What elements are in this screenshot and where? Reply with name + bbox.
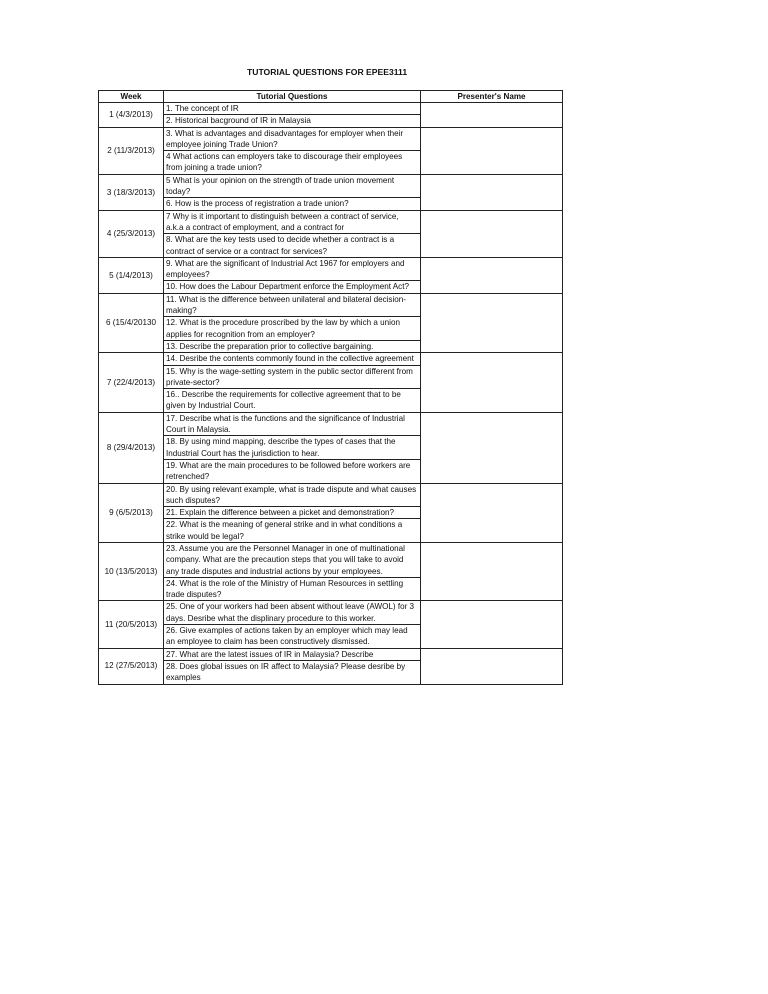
question-cell: 4 What actions can employers take to discourage their employees from joining a trade union?	[164, 151, 421, 175]
week-cell: 3 (18/3/2013)	[99, 174, 164, 210]
presenter-name-cell[interactable]	[421, 412, 563, 483]
presenter-name-cell[interactable]	[421, 210, 563, 257]
question-cell: 25. One of your workers had been absent without leave (AWOL) for 3 days. Desribe what the displinary procedure to this worker.	[164, 601, 421, 625]
table-row	[99, 257, 563, 281]
table-row	[99, 648, 563, 660]
question-cell: 23. Assume you are the Personnel Manager in one of multinational company. What are the precaution steps that you will take to avoid any trade disputes and industrial actions by your employees.	[164, 542, 421, 577]
question-cell: 10. How does the Labour Department enforce the Employment Act?	[164, 281, 421, 293]
header-questions: Tutorial Questions	[164, 91, 421, 103]
presenter-name-cell[interactable]	[421, 353, 563, 412]
presenter-name-cell[interactable]	[421, 601, 563, 648]
question-cell: 2. Historical bacground of IR in Malaysia	[164, 115, 421, 127]
week-cell: 1 (4/3/2013)	[99, 103, 164, 128]
presenter-name-cell[interactable]	[421, 174, 563, 210]
presenter-name-cell[interactable]	[421, 103, 563, 128]
question-cell: 5 What is your opinion on the strength of trade union movement today?	[164, 174, 421, 198]
week-cell: 11 (20/5/2013)	[99, 601, 164, 648]
question-cell: 24. What is the role of the Ministry of Human Resources in settling trade disputes?	[164, 577, 421, 601]
week-cell: 12 (27/5/2013)	[99, 648, 164, 684]
question-cell: 22. What is the meaning of general strike and in what conditions a strike would be legal?	[164, 519, 421, 543]
table-row	[99, 353, 563, 365]
presenter-name-cell[interactable]	[421, 483, 563, 542]
question-cell: 12. What is the procedure proscribed by the law by which a union applies for recognition from an employer?	[164, 317, 421, 341]
question-cell: 26. Give examples of actions taken by an employer which may lead an employee to claim has been constructively dismissed.	[164, 625, 421, 649]
week-cell: 4 (25/3/2013)	[99, 210, 164, 257]
presenter-name-cell[interactable]	[421, 127, 563, 174]
table-row	[99, 542, 563, 577]
table-row	[99, 601, 563, 625]
week-cell: 9 (6/5/2013)	[99, 483, 164, 542]
week-cell: 6 (15/4/20130	[99, 293, 164, 352]
table-row	[99, 103, 563, 115]
question-cell: 17. Describe what is the functions and the significance of Industrial Court in Malaysia.	[164, 412, 421, 436]
week-cell: 10 (13/5/2013)	[99, 542, 164, 600]
header-week: Week	[99, 91, 164, 103]
question-cell: 13. Describe the preparation prior to collective bargaining.	[164, 340, 421, 352]
question-cell: 6. How is the process of registration a trade union?	[164, 198, 421, 210]
question-cell: 9. What are the significant of Industrial Act 1967 for employers and employees?	[164, 257, 421, 281]
title-text: TUTORIAL QUESTIONS FOR EPEE3111	[247, 67, 408, 77]
question-cell: 7 Why is it important to distinguish between a contract of service, a.k.a a contract of employment, and a contract for	[164, 210, 421, 234]
question-cell: 8. What are the key tests used to decide whether a contract is a contract of service or a contract for services?	[164, 234, 421, 258]
table-row	[99, 210, 563, 234]
question-cell: 1. The concept of IR	[164, 103, 421, 115]
question-cell: 21. Explain the difference between a picket and demonstration?	[164, 507, 421, 519]
week-cell: 8 (29/4/2013)	[99, 412, 164, 483]
table-row	[99, 483, 563, 507]
question-cell: 19. What are the main procedures to be followed before workers are retrenched?	[164, 459, 421, 483]
header-presenter: Presenter's Name	[421, 91, 563, 103]
question-cell: 27. What are the latest issues of IR in Malaysia? Describe	[164, 648, 421, 660]
week-cell: 5 (1/4/2013)	[99, 257, 164, 293]
question-cell: 11. What is the difference between unilateral and bilateral decision-making?	[164, 293, 421, 317]
table-body	[99, 103, 563, 685]
week-cell: 7 (22/4/2013)	[99, 353, 164, 412]
header-row	[99, 91, 563, 103]
question-cell: 18. By using mind mapping, describe the types of cases that the Industrial Court has the jurisdiction to hear.	[164, 436, 421, 460]
presenter-name-cell[interactable]	[421, 257, 563, 293]
question-cell: 20. By using relevant example, what is trade dispute and what causes such disputes?	[164, 483, 421, 507]
table-row	[99, 293, 563, 317]
presenter-name-cell[interactable]	[421, 293, 563, 352]
question-cell: 16.. Describe the requirements for collective agreement that to be given by Industrial Court.	[164, 389, 421, 413]
question-cell: 28. Does global issues on IR affect to Malaysia? Please desribe by examples	[164, 660, 421, 684]
presenter-name-cell[interactable]	[421, 542, 563, 600]
tutorial-table	[98, 90, 563, 685]
presenter-name-cell[interactable]	[421, 648, 563, 684]
question-cell: 14. Desribe the contents commonly found in the collective agreement	[164, 353, 421, 365]
table-row	[99, 127, 563, 151]
week-cell: 2 (11/3/2013)	[99, 127, 164, 174]
question-cell: 15. Why is the wage-setting system in the public sector different from private-sector?	[164, 365, 421, 389]
table-row	[99, 174, 563, 198]
table-row	[99, 412, 563, 436]
question-cell: 3. What is advantages and disadvantages for employer when their employee joining Trade Union?	[164, 127, 421, 151]
